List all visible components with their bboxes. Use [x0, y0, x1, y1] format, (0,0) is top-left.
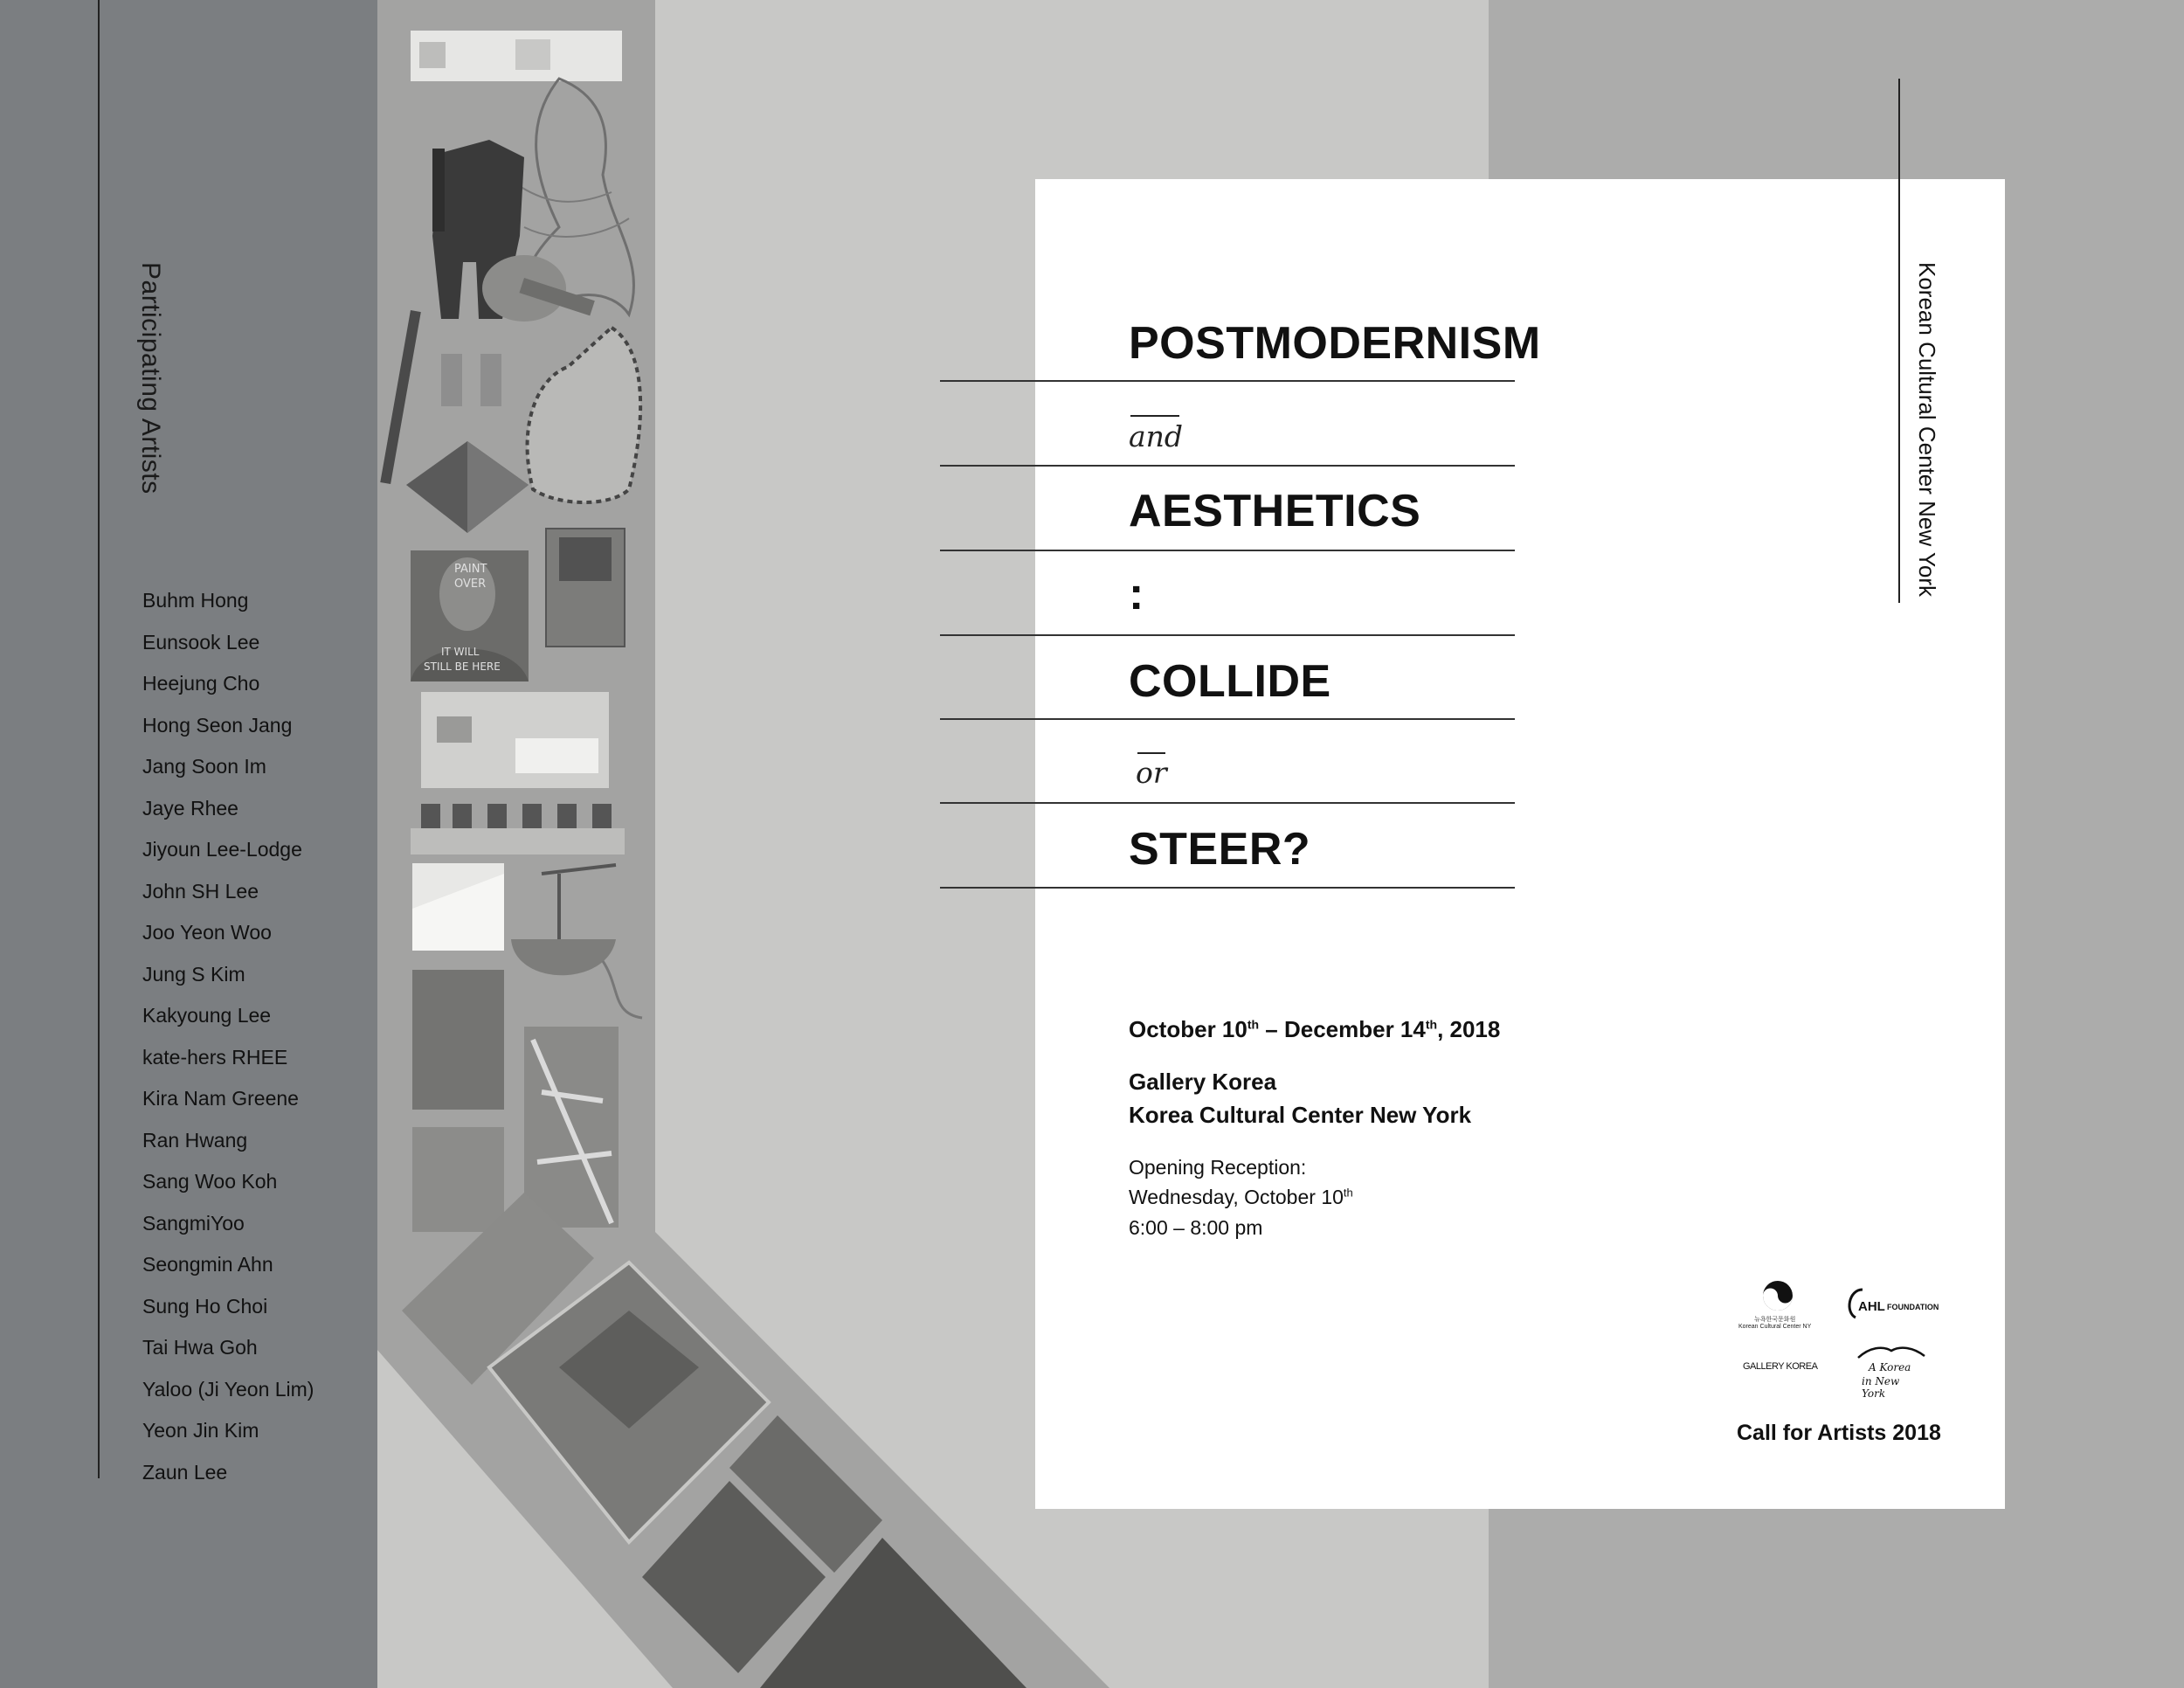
right-divider-line [1898, 79, 1900, 603]
kccny-logo [1738, 1278, 1817, 1339]
reception-date: Wednesday, October 10th [1129, 1186, 1353, 1208]
artist-name: kate-hers RHEE [142, 1045, 288, 1069]
title-colon: : [1129, 569, 1144, 619]
artist-name: Joo Yeon Woo [142, 921, 272, 944]
roof-curve-icon [1856, 1344, 1926, 1361]
reception-label: Opening Reception: [1129, 1156, 1307, 1179]
artwork-bottle [480, 354, 501, 406]
title-rule [940, 550, 1515, 551]
taegeuk-icon [1738, 1278, 1817, 1313]
title-conjunction-or: or [1136, 756, 1167, 790]
artist-name: Jiyoun Lee-Lodge [142, 838, 302, 861]
conjunction-bar [1130, 415, 1179, 417]
artist-name: Tai Hwa Goh [142, 1336, 258, 1359]
artist-name: Hong Seon Jang [142, 713, 293, 737]
artist-name: Kakyoung Lee [142, 1004, 272, 1027]
gallery-korea-logo: GALLERY KOREA [1743, 1361, 1818, 1372]
artwork-text: IT WILL [441, 646, 480, 658]
call-for-artists-label: Call for Artists 2018 [1737, 1421, 1941, 1445]
artwork-text: PAINT [454, 563, 487, 576]
artist-name: Yaloo (Ji Yeon Lim) [142, 1377, 314, 1401]
artist-name: Zaun Lee [142, 1460, 228, 1484]
artist-name: Sung Ho Choi [142, 1294, 268, 1318]
artist-name: Eunsook Lee [142, 630, 260, 654]
artwork-bottle [441, 354, 462, 406]
artist-list [142, 580, 314, 1493]
artwork-print [412, 970, 504, 1110]
ahl-foundation-logo [1843, 1286, 1944, 1321]
conjunction-bar [1137, 752, 1165, 754]
venue-gallery: Gallery Korea [1129, 1069, 1277, 1095]
korea-in-new-york-logo [1856, 1344, 1926, 1400]
ahl-word: FOUNDATION [1887, 1303, 1939, 1311]
artist-name: Heejung Cho [142, 672, 260, 695]
artist-name: Buhm Hong [142, 589, 249, 612]
korea-ny-line1: A Korea [1869, 1361, 1911, 1373]
artist-name: Yeon Jin Kim [142, 1419, 259, 1442]
title-rule [940, 887, 1515, 889]
exhibition-dates: October 10th – December 14th, 2018 [1129, 1016, 1501, 1042]
artist-name: Sang Woo Koh [142, 1170, 278, 1193]
kccny-korean-name: 뉴욕한국문화원 [1754, 1317, 1796, 1323]
title-postmodernism: POSTMODERNISM [1129, 318, 1541, 369]
left-divider-line [98, 0, 100, 1478]
ahl-mark: AHL [1858, 1299, 1885, 1314]
artwork-text: STILL BE HERE [424, 661, 501, 673]
title-rule [940, 380, 1515, 382]
artist-name: Jaye Rhee [142, 796, 238, 820]
title-aesthetics: AESTHETICS [1129, 486, 1421, 536]
title-rule [940, 718, 1515, 720]
center-vertical-label: Korean Cultural Center New York [1914, 262, 1940, 597]
korea-ny-line2: in New York [1862, 1375, 1900, 1400]
participating-artists-heading: Participating Artists [136, 262, 165, 495]
title-steer: STEER? [1129, 824, 1311, 875]
artist-name: Kira Nam Greene [142, 1087, 299, 1110]
venue-center: Korea Cultural Center New York [1129, 1102, 1472, 1128]
artist-name: SangmiYoo [142, 1211, 245, 1235]
artist-name: Ran Hwang [142, 1128, 248, 1152]
artwork-print [412, 1127, 504, 1232]
artwork-paint-over-portrait [411, 550, 529, 681]
kccny-english-name: Korean Cultural Center NY [1738, 1324, 1812, 1330]
reception-time: 6:00 – 8:00 pm [1129, 1216, 1263, 1239]
title-rule [940, 634, 1515, 636]
artist-name: Jung S Kim [142, 962, 245, 986]
title-conjunction-and: and [1129, 419, 1184, 453]
title-collide: COLLIDE [1129, 656, 1331, 707]
artist-name: John SH Lee [142, 879, 259, 903]
artist-name: Seongmin Ahn [142, 1253, 273, 1276]
artist-name: Jang Soon Im [142, 755, 266, 778]
title-rule [940, 465, 1515, 467]
artwork-text: OVER [454, 578, 487, 591]
title-rule [940, 802, 1515, 804]
